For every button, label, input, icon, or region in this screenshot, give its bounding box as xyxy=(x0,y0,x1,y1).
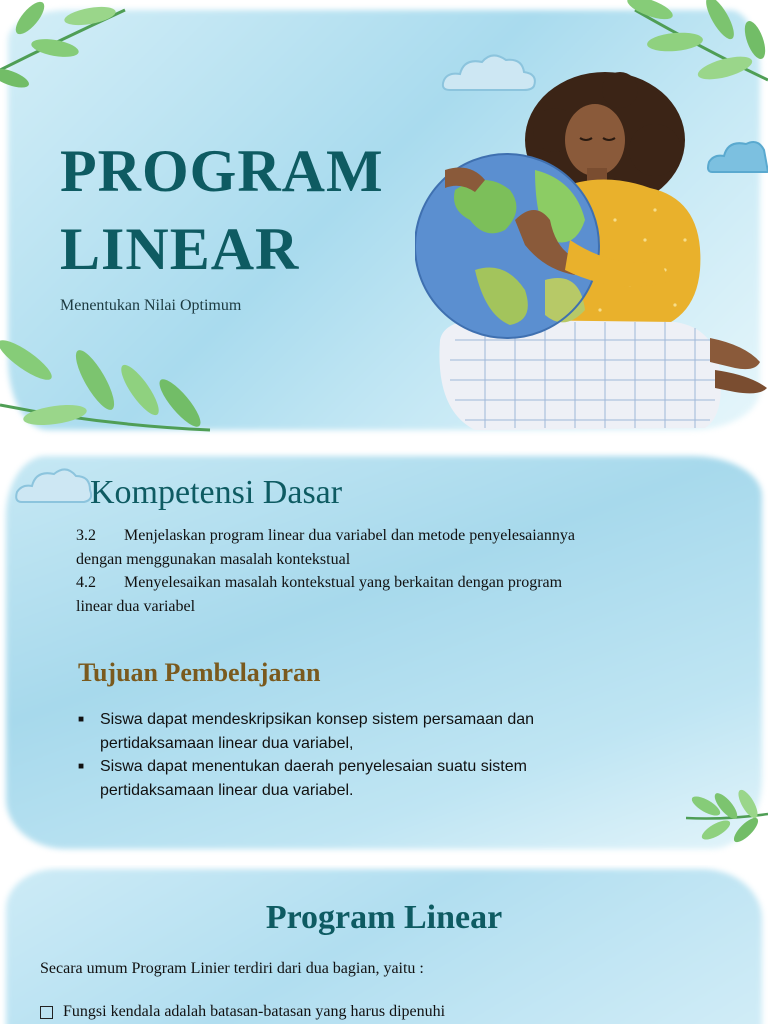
item-text: Fungsi kendala adalah batasan-batasan yang harus dipenuhi xyxy=(63,1003,446,1020)
list-item xyxy=(76,571,696,618)
square-bullet-icon: ■ xyxy=(78,714,85,725)
square-bullet-icon: ■ xyxy=(78,761,85,772)
objectives-heading: Tujuan Pembelajaran xyxy=(78,658,321,687)
competency-number: 3.2 xyxy=(76,527,96,544)
competency-list xyxy=(76,524,696,618)
section-heading: Program Linear xyxy=(265,899,503,936)
competency-heading: Kompetensi Dasar xyxy=(90,474,343,511)
competency-text: linear dua variabel xyxy=(76,597,196,615)
competency-text: Menyelesaikan masalah kontekstual yang berkaitan dengan program xyxy=(124,574,563,591)
title-line-1: PROGRAM xyxy=(60,138,384,204)
presentation-subtitle: Menentukan Nilai Optimum xyxy=(60,297,242,314)
objectives-list xyxy=(78,708,598,802)
objective-text: Siswa dapat mendeskripsikan konsep sistem persamaan dan pertidaksamaan linear dua variabel, xyxy=(100,711,535,752)
title-line-2: LINEAR xyxy=(60,216,300,282)
competency-text: Menjelaskan program linear dua variabel dan metode penyelesaiannya xyxy=(124,527,575,544)
objective-text: Siswa dapat menentukan daerah penyelesaian suatu sistem pertidaksamaan linear dua variabel. xyxy=(100,758,527,799)
competency-slide xyxy=(0,450,768,855)
competency-number: 4.2 xyxy=(76,574,96,591)
watercolor-background xyxy=(6,869,762,1024)
title-slide xyxy=(0,0,768,440)
cloud-icon xyxy=(14,464,94,506)
list-item xyxy=(78,755,598,802)
leaf-branch-icon xyxy=(0,335,220,435)
presentation-title xyxy=(60,132,384,288)
intro-text: Secara umum Program Linier terdiri dari dua bagian, yaitu : xyxy=(40,960,424,977)
program-linear-slide xyxy=(0,865,768,1024)
competency-text: dengan menggunakan masalah kontekstual xyxy=(76,550,351,568)
leaf-branch-icon xyxy=(0,0,130,90)
list-item xyxy=(76,524,696,571)
list-item xyxy=(78,708,598,755)
list-item xyxy=(40,1003,445,1021)
woman-hugging-globe-illustration xyxy=(415,70,768,435)
leaf-branch-icon xyxy=(686,788,768,848)
checkbox-bullet-icon xyxy=(40,1006,53,1019)
